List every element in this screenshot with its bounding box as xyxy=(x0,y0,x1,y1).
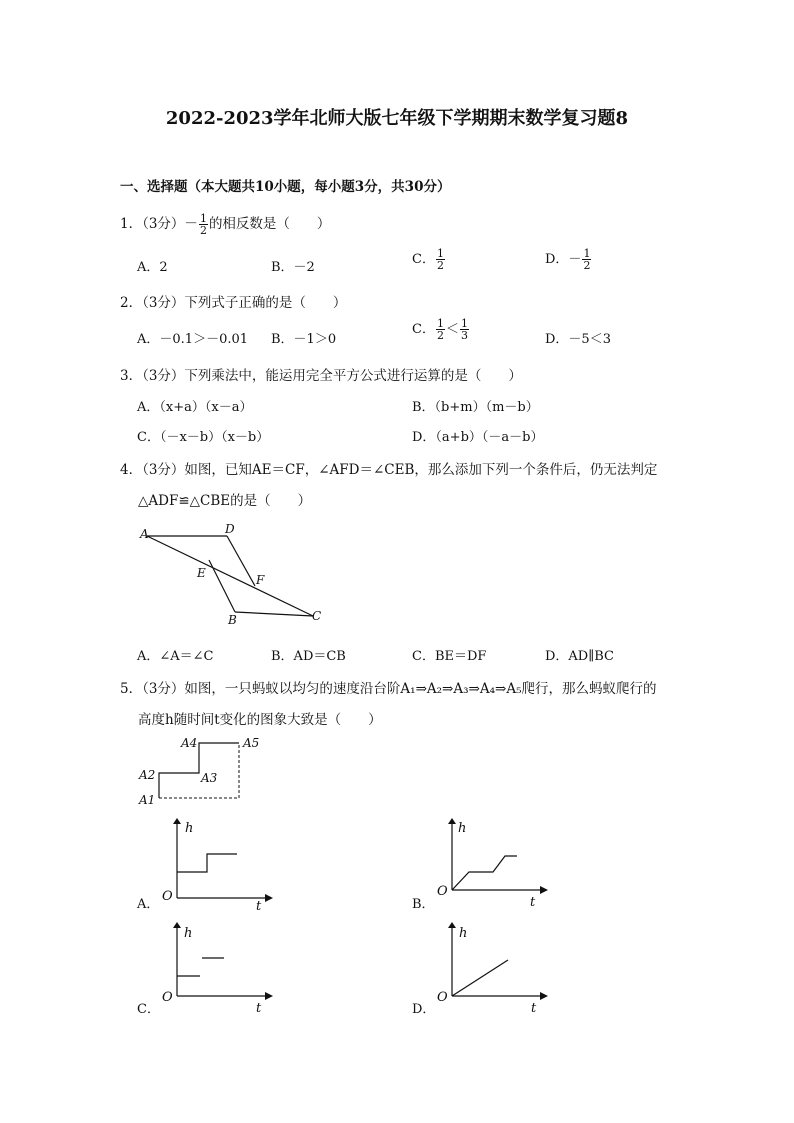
q1-option-b: B．－2 xyxy=(271,260,315,275)
q5-graph-b xyxy=(435,818,550,910)
q2-c-numerator-1: 1 xyxy=(436,317,444,330)
h-axis-arrow xyxy=(448,922,456,928)
q4-option-b: B．AD＝CB xyxy=(271,649,346,664)
stair-label-a2: A2 xyxy=(139,768,156,782)
h-label: h xyxy=(459,926,468,941)
q1-c-fraction xyxy=(436,248,445,271)
q5-graph-a xyxy=(160,818,275,914)
q1-c-denominator: 2 xyxy=(436,259,444,272)
question-3-stem: 3．（3分）下列乘法中，能运用完全平方公式进行运算的是（ ） xyxy=(120,368,522,384)
t-axis-arrow xyxy=(540,992,548,1000)
h-label: h xyxy=(184,926,193,941)
q3-option-b: B．（b+m）（m－b） xyxy=(412,400,539,415)
question-5-line-1: 5．（3分）如图，一只蚂蚁以均匀的速度沿台阶A₁⇒A₂⇒A₃⇒A₄⇒A₅爬行，那么蚂蚁爬行的 xyxy=(120,681,657,697)
label-d: D xyxy=(225,522,235,536)
graph-a-curve xyxy=(177,854,237,872)
q1-d-numerator: 1 xyxy=(583,247,591,260)
h-axis-arrow xyxy=(173,922,181,928)
section-heading: 一、选择题（本大题共10小题，每小题3分，共30分） xyxy=(120,179,451,195)
page-title: 2022-2023学年北师大版七年级下学期期末数学复习题8 xyxy=(165,108,629,129)
q1-frac-denominator: 2 xyxy=(199,224,207,237)
q1-d-denominator: 2 xyxy=(583,259,591,272)
t-label: t xyxy=(256,1001,262,1016)
q2-c-fraction-2 xyxy=(460,318,469,341)
q4-option-c: C．BE＝DF xyxy=(412,649,487,664)
h-label: h xyxy=(458,821,467,836)
label-b: B xyxy=(228,613,237,627)
question-4-line-1: 4．（3分）如图，已知AE＝CF，∠AFD＝∠CEB，那么添加下列一个条件后，仍无法判定 xyxy=(120,462,658,478)
stair-label-a1: A1 xyxy=(139,793,156,807)
t-axis-arrow xyxy=(265,992,273,1000)
t-axis-arrow xyxy=(265,894,273,902)
label-e: E xyxy=(197,566,206,580)
stair-label-a5: A5 xyxy=(243,736,260,750)
line-eb xyxy=(209,560,235,612)
q5-option-a: A． xyxy=(137,897,160,912)
graph-b-curve xyxy=(452,856,517,890)
q3-option-a: A．（x+a）（x－a） xyxy=(137,400,253,415)
question-1-stem xyxy=(120,212,330,236)
label-a: A xyxy=(140,527,149,541)
q1-prefix: 1．（3分）－ xyxy=(120,216,198,232)
q4-option-a: A．∠A＝∠C xyxy=(137,649,214,664)
q1-c-numerator: 1 xyxy=(436,247,444,260)
q2-c-denominator-2: 3 xyxy=(460,329,468,342)
q2-c-prefix: C． xyxy=(412,322,435,337)
q2-option-d: D．－5＜3 xyxy=(545,332,611,347)
q5-graph-d xyxy=(435,922,550,1014)
question-4-line-2: △ADF≌△CBE的是（ ） xyxy=(138,493,312,509)
q2-c-numerator-2: 1 xyxy=(460,317,468,330)
line-df xyxy=(227,536,255,586)
t-label: t xyxy=(530,895,536,910)
q5-option-c: C． xyxy=(137,1002,160,1017)
q1-option-c xyxy=(412,248,446,271)
graph-d-line xyxy=(452,960,508,996)
q2-option-c xyxy=(412,318,470,341)
q2-option-a: A．－0.1＞－0.01 xyxy=(137,332,249,347)
q2-option-b: B．－1＞0 xyxy=(271,332,337,347)
q1-frac-numerator: 1 xyxy=(199,212,207,225)
q1-option-a: A．2 xyxy=(137,260,168,275)
q3-option-d: D．（a+b）（－a－b） xyxy=(412,430,544,445)
line-ac xyxy=(147,536,313,616)
origin-label: O xyxy=(437,884,448,899)
stair-label-a4: A4 xyxy=(181,736,198,750)
question-2-stem: 2．（3分）下列式子正确的是（ ） xyxy=(120,295,347,311)
h-label: h xyxy=(185,821,194,836)
t-label: t xyxy=(256,899,262,914)
origin-label: O xyxy=(437,990,448,1005)
q5-option-d: D． xyxy=(412,1002,436,1017)
h-axis-arrow xyxy=(448,818,456,824)
q1-option-d xyxy=(545,248,592,271)
q2-c-fraction-1 xyxy=(436,318,445,341)
question-5-line-2: 高度h随时间t变化的图象大致是（ ） xyxy=(138,712,382,728)
q2-c-denominator-1: 2 xyxy=(436,329,444,342)
q1-c-prefix: C． xyxy=(412,252,435,267)
q1-fraction xyxy=(199,213,208,236)
q5-graph-c xyxy=(160,922,275,1014)
t-axis-arrow xyxy=(540,886,548,894)
stairs-path xyxy=(159,743,239,798)
q2-c-less-than: ＜ xyxy=(445,322,459,337)
q3-option-c: C．（－x－b）（x－b） xyxy=(137,430,270,445)
q1-d-prefix: D．－ xyxy=(545,252,582,267)
stair-label-a3: A3 xyxy=(201,771,218,785)
label-c: C xyxy=(312,609,322,623)
line-bc xyxy=(235,612,313,616)
q1-d-fraction xyxy=(582,248,591,271)
q4-option-d: D．AD∥BC xyxy=(545,649,614,664)
q4-geometry-figure xyxy=(135,520,335,630)
label-f: F xyxy=(256,573,265,587)
q5-stairs-figure xyxy=(135,735,275,810)
origin-label: O xyxy=(162,990,173,1005)
origin-label: O xyxy=(162,889,173,904)
q5-option-b: B． xyxy=(412,897,435,912)
h-axis-arrow xyxy=(173,818,181,824)
q1-suffix: 的相反数是（ ） xyxy=(208,216,331,232)
t-label: t xyxy=(531,1001,537,1016)
